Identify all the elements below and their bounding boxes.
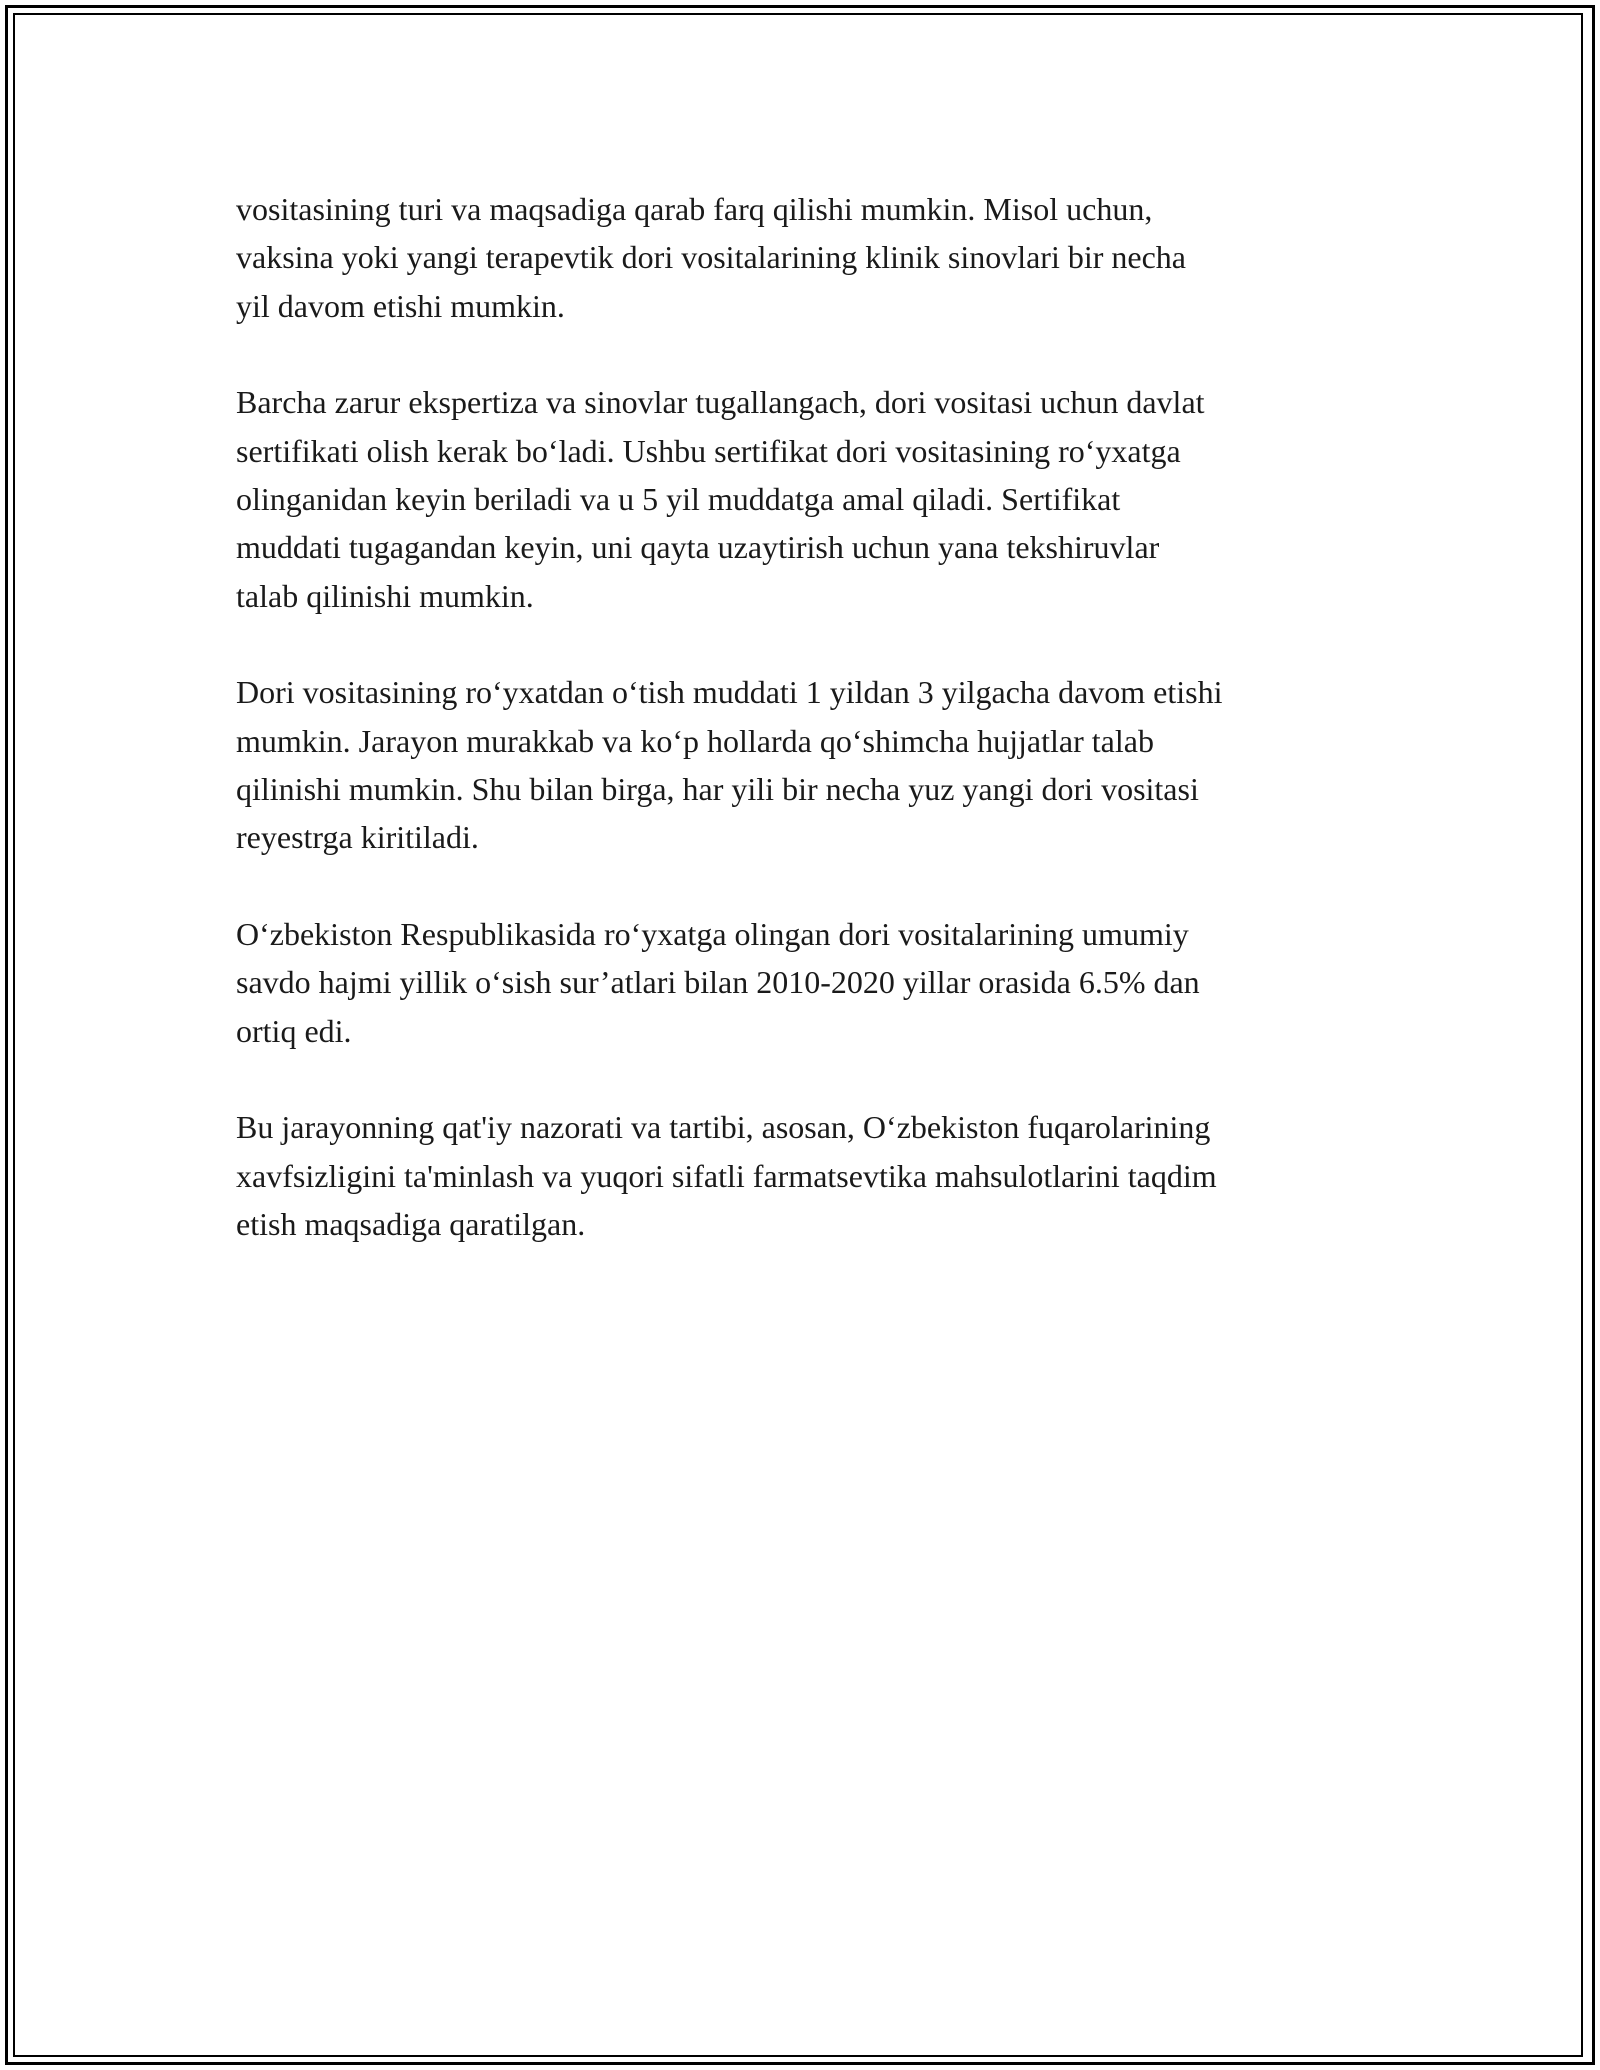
paragraph-1: vositasining turi va maqsadiga qarab farq qilishi mumkin. Misol uchun, vaksina yoki yangi terapevtik dori vositalarining klinik sinovlari bir necha yil davom etishi mumkin. xyxy=(236,191,1186,324)
document-body xyxy=(236,185,1386,1296)
paragraph-2: Barcha zarur ekspertiza va sinovlar tugallangach, dori vositasi uchun davlat sertifikati olish kerak bo‘ladi. Ushbu sertifikat dori vositasining ro‘yxatga olinganidan keyin beriladi va u 5 yil muddatga amal qiladi. Sertifikat muddati tugagandan keyin, uni qayta uzaytirish uchun yana tekshiruvlar talab qilinishi mumkin. xyxy=(236,384,1205,614)
paragraph-4: O‘zbekiston Respublikasida ro‘yxatga olingan dori vositalarining umumiy savdo hajmi yillik o‘sish sur’atlari bilan 2010-2020 yillar orasida 6.5% dan ortiq edi. xyxy=(236,915,1200,1049)
paragraph-3: Dori vositasining ro‘yxatdan o‘tish muddati 1 yildan 3 yilgacha davom etishi mumkin. Jarayon murakkab va ko‘p hollarda qo‘shimcha hujjatlar talab qilinishi mumkin. Shu bilan birga, har yili bir necha yuz yangi dori vositasi reyestrga kiritiladi. xyxy=(236,674,1223,856)
paragraph-5: Bu jarayonning qat'iy nazorati va tartibi, asosan, O‘zbekiston fuqarolarining xavfsizligini ta'minlash va yuqori sifatli farmatsevtika mahsulotlarini taqdim etish maqsadiga qaratilgan. xyxy=(236,1109,1217,1242)
